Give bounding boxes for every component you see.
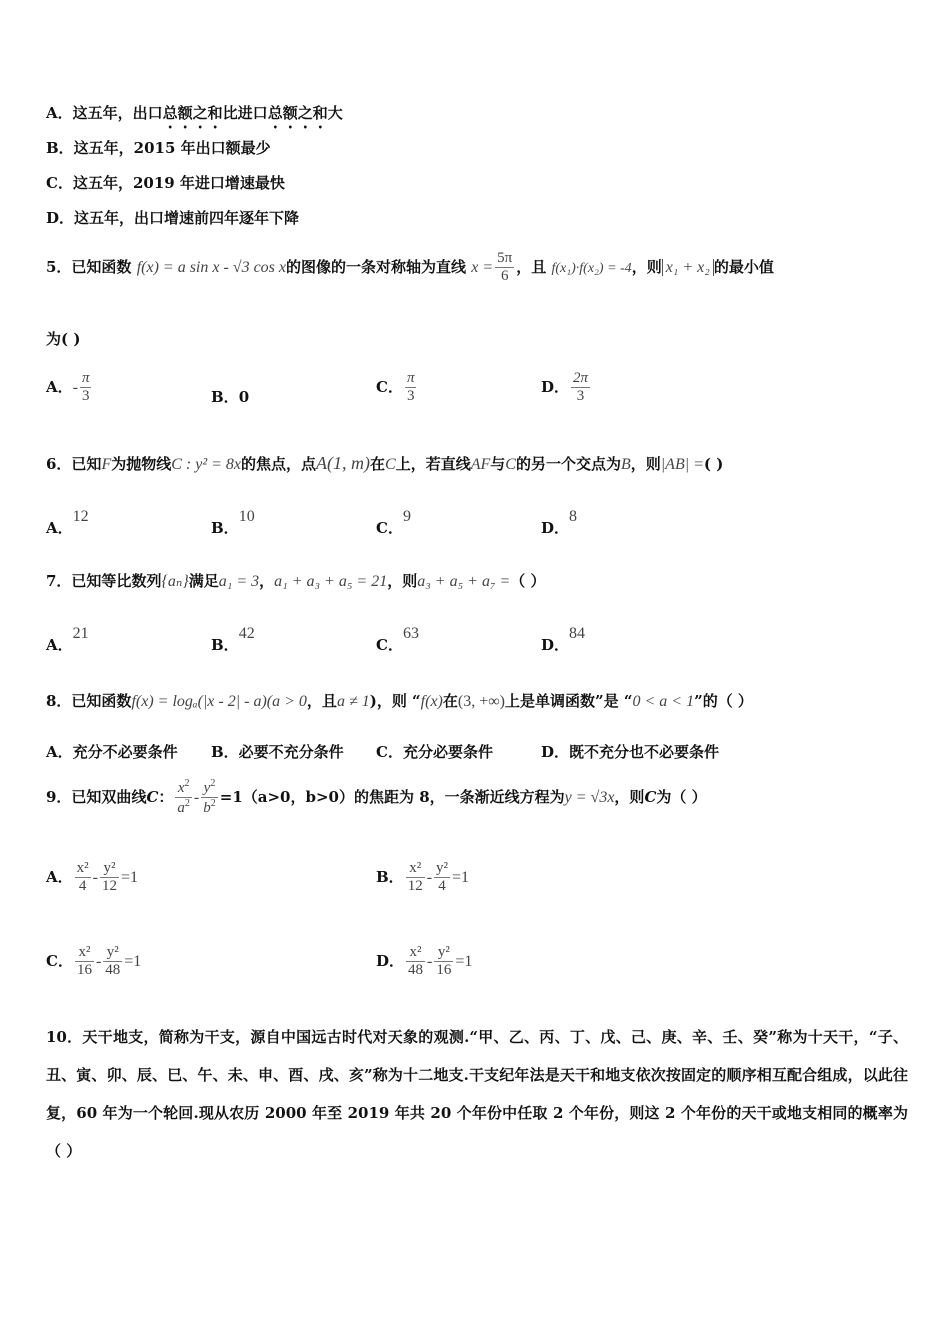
q6-stem: 6．已知F为抛物线C : y² = 8x的焦点，点A(1, m)在C上，若直线AF与C的另一个交点为B，则|AB| =( ) [46,453,724,473]
q5-option-c: C． $\frac{\pi}{3}$ [376,370,415,405]
q4-option-c: C．这五年，2019 年进口增速最快 [46,174,285,192]
q4-option-a: A．这五年，出口总额之和比进口总额之和大 [46,104,343,122]
q4-option-b: B．这五年，2015 年出口额最少 [46,139,271,157]
q7-option-b: B．42 [211,625,255,654]
q8-option-c: C．充分必要条件 [376,743,493,761]
q7-stem: 7．已知等比数列{aₙ}满足a₁ = 3，a₁ + a₃ + a₅ = 21，则a₃ + a₅ + a₇ =（ ） [46,572,546,590]
q7-option-a: A．21 [46,625,89,654]
q9-option-a: A． $\frac{\text{x²}}{4}$ - $\frac{\text{y²}}{12}$ =1 [46,860,138,895]
q8-option-d: D．既不充分也不必要条件 [541,743,720,761]
q9-option-b: B． $\frac{\text{x²}}{12}$ - $\frac{\text{y²}}{4}$ =1 [376,860,470,895]
q4-option-d: D．这五年，出口增速前四年逐年下降 [46,209,300,227]
q5-axis-fraction: $\frac{5\pi}{6}$ [497,250,513,285]
q6-option-d: D．8 [541,508,578,537]
emphasis-text: 总额之和 [162,104,223,122]
q8-option-a: A．充分不必要条件 [46,743,178,761]
q6-parabola: C : y² = 8x [171,456,242,473]
q10-stem: 10．天干地支，简称为干支，源自中国远古时代对天象的观测.“甲、乙、丙、丁、戊、己、庚、辛、壬、癸”称为十天干，“子、丑、寅、卯、辰、巳、午、未、申、酉、戌、亥”称为十二地支.干支纪年法是天干和地支依次按固定的顺序相互配合组成，以此往复，60 年为一个轮回.现从农历 2000 年至 2019 年共 20 个年份中任取 2 个年份，则这 2 个年份的天干或地支相同的概率为（ ） [46,1028,908,1160]
q5-function: f(x) = a sin x - √3 cos x [136,258,286,276]
q9-option-c: C． $\frac{\text{x²}}{16}$ - $\frac{\text{y²}}{48}$ =1 [46,944,142,979]
q5-stem-cont: 为( ) [46,330,81,348]
q6-option-c: C．9 [376,508,411,537]
q9-stem: 9．已知双曲线C： $\frac{x^2}{a^2}$ - $\frac{y^2}{b^2}$ =1（a>0，b>0）的焦距为 8，一条渐近线方程为y = √3x，则C为（ ） [46,778,707,817]
q8-option-b: B．必要不充分条件 [211,743,344,761]
q6-option-a: A．12 [46,508,89,537]
q5-option-a: A．- $\frac{\pi}{3}$ [46,370,90,405]
q7-option-c: C．63 [376,625,419,654]
q9-option-d: D． $\frac{\text{x²}}{48}$ - $\frac{\text{y²}}{16}$ =1 [376,944,473,979]
q8-stem: 8．已知函数f(x) = logₐ(|x - 2| - a)(a > 0，且a ≠ 1)，则 “f(x)在(3, +∞)上是单调函数”是 “0 < a < 1”的（ ） [46,692,753,710]
emphasis-text: 总额之和 [267,104,328,122]
option-label: A． [46,104,73,122]
q7-option-d: D．84 [541,625,586,654]
q8-function: f(x) = logₐ(|x - 2| - a)(a > 0 [131,693,307,710]
q5-stem: 5．已知函数 f(x) = a sin x - √3 cos x的图像的一条对称轴为直线 x = $\frac{5\pi}{6}$ ，且 f(x₁)·f(x₂) = -4，则 x₁ + x₂ 的最小值 [46,250,774,285]
q5-option-b: B．0 [211,388,250,406]
q6-option-b: B．10 [211,508,255,537]
q5-option-d: D． $\frac{2\pi}{3}$ [541,370,589,405]
